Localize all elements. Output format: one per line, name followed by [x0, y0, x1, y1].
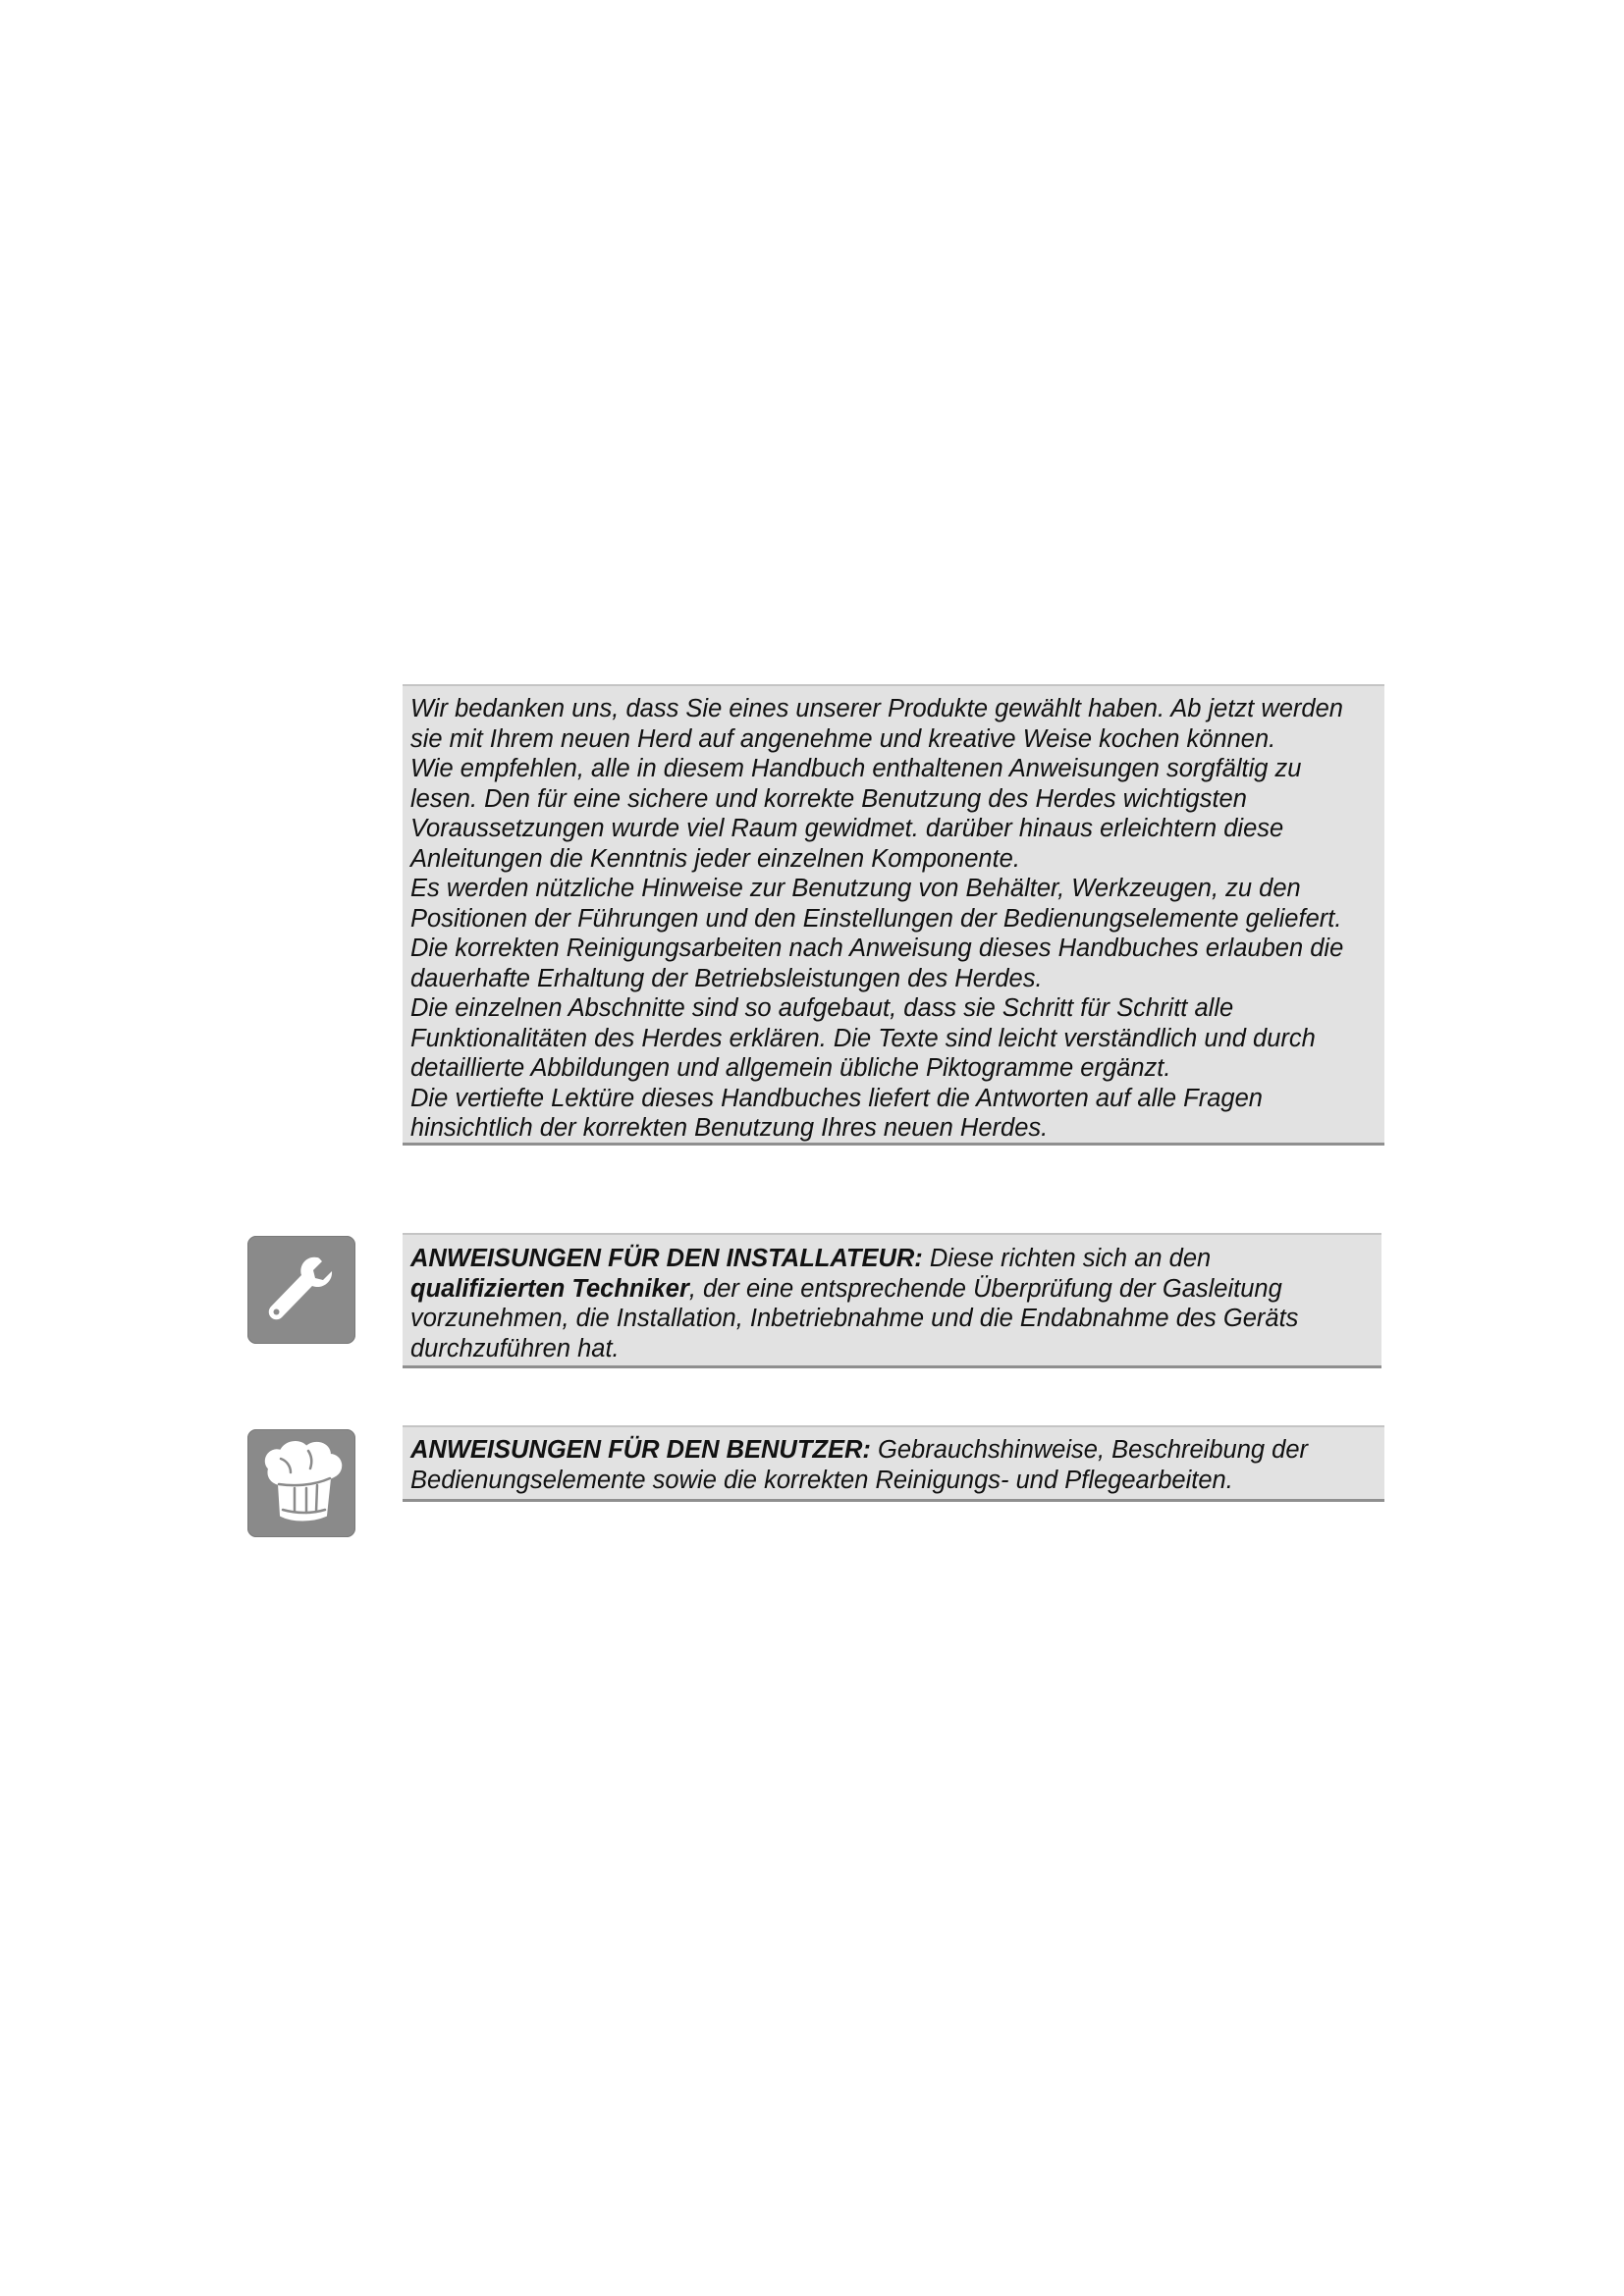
- user-line: Bedienungselemente sowie die korrekten Reinigungs- und Pflegearbeiten.: [410, 1466, 1233, 1494]
- user-instructions-box: [403, 1425, 1384, 1502]
- intro-line: Die einzelnen Abschnitte sind so aufgebaut, dass sie Schritt für Schritt alle: [410, 994, 1234, 1022]
- intro-line: Voraussetzungen wurde viel Raum gewidmet. darüber hinaus erleichtern diese: [410, 815, 1284, 842]
- installer-text: , der eine entsprechende Überprüfung der Gasleitung: [688, 1274, 1282, 1303]
- installer-bold-term: qualifizierten Techniker: [410, 1274, 689, 1303]
- installer-heading: ANWEISUNGEN FÜR DEN INSTALLATEUR:: [410, 1245, 923, 1272]
- intro-line: detaillierte Abbildungen und allgemein übliche Piktogramme ergänzt.: [410, 1054, 1171, 1082]
- chef-hat-icon-graphic: [247, 1429, 355, 1537]
- chef-hat-icon: [247, 1429, 355, 1537]
- user-line: [410, 1435, 1379, 1466]
- intro-line: Wie empfehlen, alle in diesem Handbuch enthaltenen Anweisungen sorgfältig zu: [410, 755, 1302, 782]
- intro-line: Wir bedanken uns, dass Sie eines unserer Produkte gewählt haben. Ab jetzt werden: [410, 695, 1343, 722]
- wrench-icon: [247, 1236, 355, 1344]
- wrench-icon-graphic: [247, 1236, 355, 1344]
- intro-line: Die korrekten Reinigungsarbeiten nach Anweisung dieses Handbuches erlauben die: [410, 934, 1344, 962]
- intro-line: Es werden nützliche Hinweise zur Benutzung von Behälter, Werkzeugen, zu den: [410, 875, 1301, 902]
- intro-line: sie mit Ihrem neuen Herd auf angenehme und kreative Weise kochen können.: [410, 724, 1276, 753]
- installer-line: [410, 1244, 1376, 1274]
- installer-line: durchzuführen hat.: [410, 1334, 620, 1362]
- intro-text-box: [403, 684, 1384, 1146]
- intro-line: lesen. Den für eine sichere und korrekte Benutzung des Herdes wichtigsten: [410, 784, 1247, 813]
- intro-line: hinsichtlich der korrekten Benutzung Ihres neuen Herdes.: [410, 1114, 1049, 1142]
- user-text: Gebrauchshinweise, Beschreibung der: [870, 1436, 1309, 1464]
- intro-line: Funktionalitäten des Herdes erklären. Die Texte sind leicht verständlich und durch: [410, 1024, 1316, 1052]
- intro-line: dauerhafte Erhaltung der Betriebsleistungen des Herdes.: [410, 964, 1043, 992]
- installer-line: vorzunehmen, die Installation, Inbetriebnahme und die Endabnahme des Geräts: [410, 1305, 1299, 1332]
- intro-line: Positionen der Führungen und den Einstellungen der Bedienungselemente geliefert.: [410, 904, 1342, 933]
- user-heading: ANWEISUNGEN FÜR DEN BENUTZER:: [410, 1436, 871, 1464]
- installer-instructions-box: [403, 1233, 1381, 1368]
- installer-line: [410, 1274, 1376, 1305]
- intro-line: Anleitungen die Kenntnis jeder einzelnen Komponente.: [410, 844, 1020, 873]
- intro-line: Die vertiefte Lektüre dieses Handbuches liefert die Antworten auf alle Fragen: [410, 1084, 1263, 1112]
- installer-text: Diese richten sich an den: [922, 1245, 1212, 1272]
